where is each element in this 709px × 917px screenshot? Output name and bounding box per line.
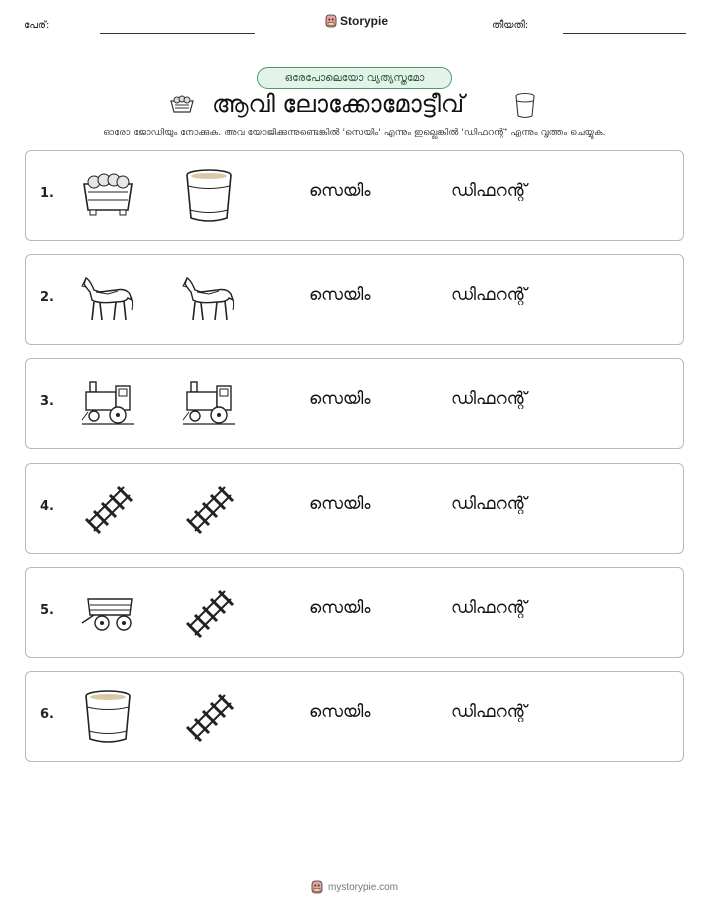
coal-cart-icon	[80, 166, 136, 226]
footer	[0, 880, 709, 894]
question-number: 1.	[40, 186, 54, 201]
brand-name: Storypie	[340, 14, 389, 28]
instructions: ഓരോ ജോഡിയും നോക്കുക. അവ യോജിക്കുന്നുണ്ടെങ്കിൽ 'സെയിം' എന്നും ഇല്ലെങ്കിൽ 'ഡിഫറന്റ്' എന്നും വൃത്തം ചെയ്യുക.	[103, 127, 606, 138]
name-field[interactable]	[100, 33, 255, 34]
bucket-icon	[514, 92, 536, 120]
wagon-icon	[80, 583, 136, 643]
different-option[interactable]: ഡിഫറന്റ്	[451, 389, 527, 409]
question-number: 2.	[40, 290, 54, 305]
question-row	[25, 463, 684, 554]
question-number: 3.	[40, 394, 54, 409]
question-row	[25, 358, 684, 449]
locomotive-icon	[181, 374, 237, 434]
different-option[interactable]: ഡിഫറന്റ്	[451, 494, 527, 514]
date-field[interactable]	[563, 33, 686, 34]
question-number: 6.	[40, 707, 54, 722]
different-option[interactable]: ഡിഫറന്റ്	[451, 598, 527, 618]
locomotive-icon	[80, 374, 136, 434]
question-row	[25, 567, 684, 658]
rail-track-icon	[181, 687, 237, 747]
different-option[interactable]: ഡിഫറന്റ്	[451, 181, 527, 201]
same-option[interactable]: സെയിം	[309, 285, 371, 305]
name-label: പേര്:	[24, 20, 50, 31]
different-option[interactable]: ഡിഫറന്റ്	[451, 285, 527, 305]
worksheet-header	[0, 12, 709, 40]
horse-icon	[181, 270, 237, 330]
bucket-icon	[181, 166, 237, 226]
same-option[interactable]: സെയിം	[309, 702, 371, 722]
rail-track-icon	[181, 583, 237, 643]
same-option[interactable]: സെയിം	[309, 494, 371, 514]
title-row	[0, 90, 709, 122]
footer-url: mystorypie.com	[327, 881, 398, 893]
page-title: ആവി ലോക്കോമോട്ടീവ്	[212, 90, 465, 118]
question-number: 5.	[40, 603, 54, 618]
question-number: 4.	[40, 499, 54, 514]
rail-track-icon	[80, 479, 136, 539]
storypie-mascot-icon	[311, 880, 323, 894]
brand-logo	[325, 14, 388, 28]
question-row	[25, 254, 684, 345]
storypie-mascot-icon	[325, 14, 337, 28]
question-row	[25, 150, 684, 241]
same-option[interactable]: സെയിം	[309, 389, 371, 409]
date-label: തീയതി:	[492, 20, 529, 31]
rail-track-icon	[181, 479, 237, 539]
coal-cart-icon	[168, 94, 196, 116]
same-option[interactable]: സെയിം	[309, 598, 371, 618]
same-option[interactable]: സെയിം	[309, 181, 371, 201]
different-option[interactable]: ഡിഫറന്റ്	[451, 702, 527, 722]
question-row	[25, 671, 684, 762]
bucket-icon	[80, 687, 136, 747]
horse-icon	[80, 270, 136, 330]
worksheet-type-badge: ഒരേപോലെയോ വ്യത്യസ്തമോ	[257, 67, 452, 89]
